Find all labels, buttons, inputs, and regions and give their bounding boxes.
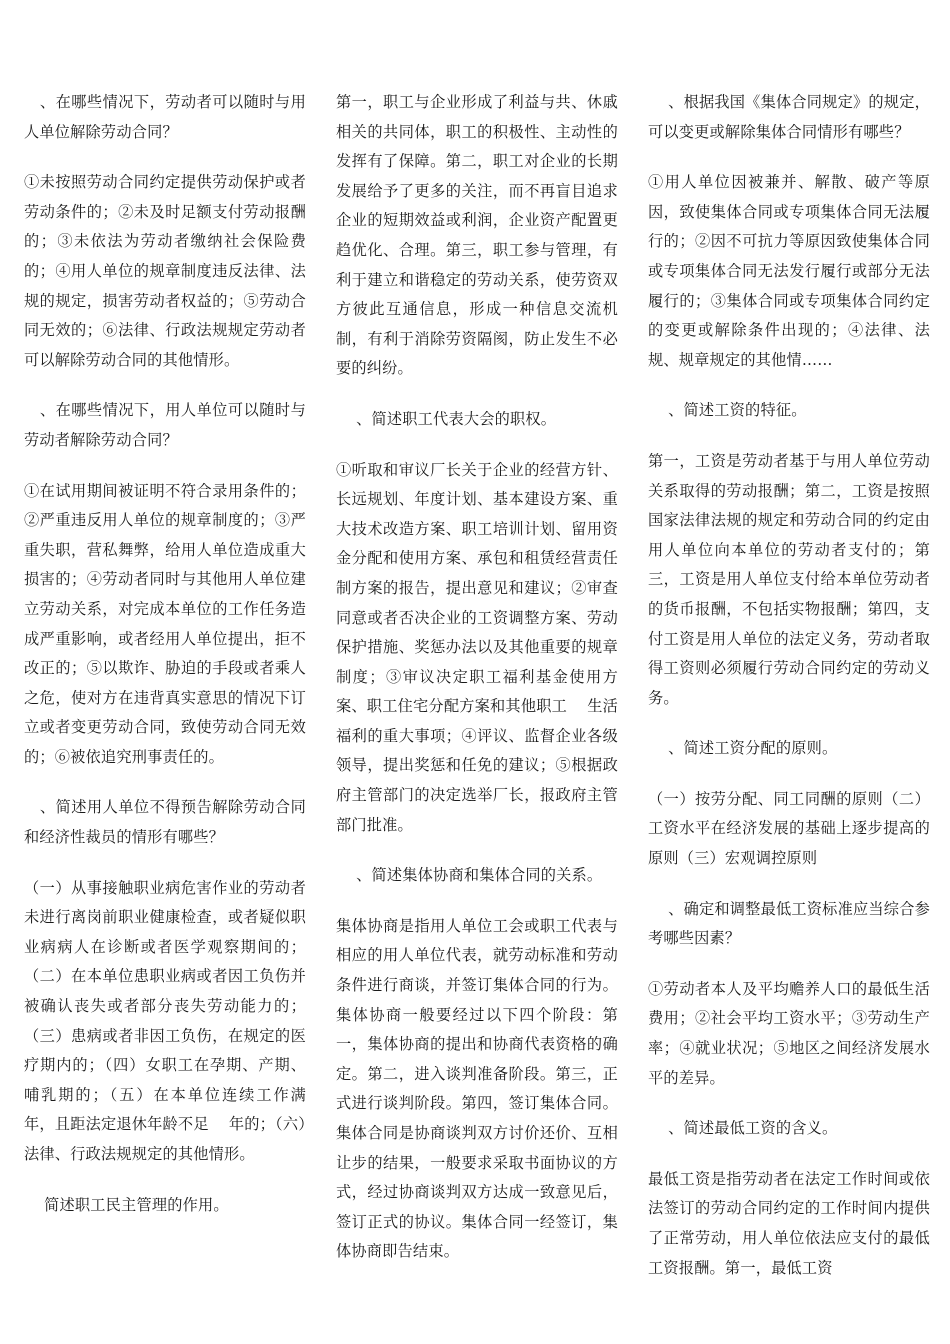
answer-paragraph: ①听取和审议厂长关于企业的经营方针、长远规划、年度计划、基本建设方案、重大技术改造方案、职工培训计划、留用资金分配和使用方案、承包和租赁经营责任制方案的报告，提出意见和建议；②审查同意或者否决企业的工资调整方案、劳动保护措施、奖惩办法以及其他重要的规章制度；③审议决定职工福利基金使用方案、职工住宅分配方案和其他职工 生活福利的重大事项；④评议、监督企业各级领导，提出奖惩和任免的建议；⑤根据政府主管部门的决定选举厂长，报政府主管部门批准。 <box>336 460 618 834</box>
question-heading: 、简述集体协商和集体合同的关系。 <box>336 866 603 885</box>
question-heading: 、简述职工代表大会的职权。 <box>336 409 557 428</box>
question-heading: 、根据我国《集体合同规定》的规定，可以变更或解除集体合同情形有哪些？ <box>648 93 930 141</box>
column-2 <box>336 88 618 1288</box>
question-heading: 、简述工资分配的原则。 <box>648 739 838 758</box>
answer-paragraph: 最低工资是指劳动者在法定工作时间或依法签订的劳动合同约定的工作时间内提供了正常劳动，用人单位依法应支付的最低工资报酬。第一，最低工资 <box>648 1169 930 1277</box>
question-heading: 、简述工资的特征。 <box>648 401 807 420</box>
answer-paragraph: ①在试用期间被证明不符合录用条件的；②严重违反用人单位的规章制度的；③严重失职，营私舞弊，给用人单位造成重大损害的；④劳动者同时与其他用人单位建立劳动关系，对完成本单位的工作任务造成严重影响，或者经用人单位提出，拒不改正的；⑤以欺诈、胁迫的手段或者乘人之危，使对方在违背真实意思的情况下订立或者变更劳动合同，致使劳动合同无效的；⑥被依追究刑事责任的。 <box>24 481 306 766</box>
answer-paragraph: 第一，职工与企业形成了利益与共、休戚相关的共同体，职工的积极性、主动性的发挥有了保障。第二，职工对企业的长期发展给予了更多的关注，而不再盲目追求企业的短期效益或利润，企业资产配置更趋优化、合理。第三，职工参与管理，有利于建立和谐稳定的劳动关系，使劳资双方彼此互通信息，形成一种信息交流机制，有利于消除劳资隔阂，防止发生不必要的纠纷。 <box>336 93 618 378</box>
question-heading: 简述职工民主管理的作用。 <box>24 1195 229 1214</box>
answer-paragraph: 集体协商是指用人单位工会或职工代表与相应的用人单位代表，就劳动标准和劳动条件进行商谈，并签订集体合同的行为。集体协商一般要经过以下四个阶段：第一，集体协商的提出和协商代表资格的确定。第二，进入谈判准备阶段。第三，正式进行谈判阶段。第四，签订集体合同。集体合同是协商谈判双方讨价还价、互相让步的结果，一般要求采取书面协议的方式，经过协商谈判双方达成一致意见后，签订正式的协议。集体合同一经签订，集体协商即告结束。 <box>336 916 618 1261</box>
answer-paragraph: （一）从事接触职业病危害作业的劳动者未进行离岗前职业健康检查，或者疑似职业病病人在诊断或者医学观察期间的；（二）在本单位患职业病或者因工负伤并被确认丧失或者部分丧失劳动能力的；（三）患病或者非因工负伤，在规定的医疗期内的；（四）女职工在孕期、产期、哺乳期的；（五）在本单位连续工作满 年，且距法定退休年龄不足 年的；（六）法律、行政法规规定的其他情形。 <box>24 878 327 1163</box>
question-heading: 、在哪些情况下，劳动者可以随时与用人单位解除劳动合同？ <box>24 93 306 141</box>
question-heading: 、在哪些情况下，用人单位可以随时与劳动者解除劳动合同？ <box>24 401 306 449</box>
answer-paragraph: ①未按照劳动合同约定提供劳动保护或者劳动条件的；②未及时足额支付劳动报酬的；③未依法为劳动者缴纳社会保险费的；④用人单位的规章制度违反法律、法规的规定，损害劳动者权益的；⑤劳动合同无效的；⑥法律、行政法规规定劳动者可以解除劳动合同的其他情形。 <box>24 173 306 369</box>
column-1 <box>24 88 327 1241</box>
answer-paragraph: ①劳动者本人及平均赡养人口的最低生活费用；②社会平均工资水平；③劳动生产率；④就业状况；⑤地区之间经济发展水平的差异。 <box>648 979 930 1087</box>
question-heading: 、简述用人单位不得预告解除劳动合同和经济性裁员的情形有哪些？ <box>24 798 306 847</box>
answer-paragraph: （一）按劳分配、同工同酬的原则（二）工资水平在经济发展的基础上逐步提高的原则（三）宏观调控原则 <box>648 789 930 868</box>
column-3 <box>648 88 930 1304</box>
question-heading: 、确定和调整最低工资标准应当综合参考哪些因素？ <box>648 899 930 948</box>
answer-paragraph: ①用人单位因被兼并、解散、破产等原因，致使集体合同或专项集体合同无法履行的；②因不可抗力等原因致使集体合同或专项集体合同无法发行履行或部分无法履行的；③集体合同或专项集体合同约定的变更或解除条件出现的；④法律、法规、规章规定的其他情…… <box>648 173 930 369</box>
answer-paragraph: 第一，工资是劳动者基于与用人单位劳动关系取得的劳动报酬；第二，工资是按照国家法律法规的规定和劳动合同的约定由用人单位向本单位的劳动者支付的；第三，工资是用人单位支付给本单位劳动者的货币报酬，不包括实物报酬；第四，支付工资是用人单位的法定义务，劳动者取得工资则必须履行劳动合同约定的劳动义务。 <box>648 451 930 707</box>
question-heading: 、简述最低工资的含义。 <box>648 1119 838 1138</box>
